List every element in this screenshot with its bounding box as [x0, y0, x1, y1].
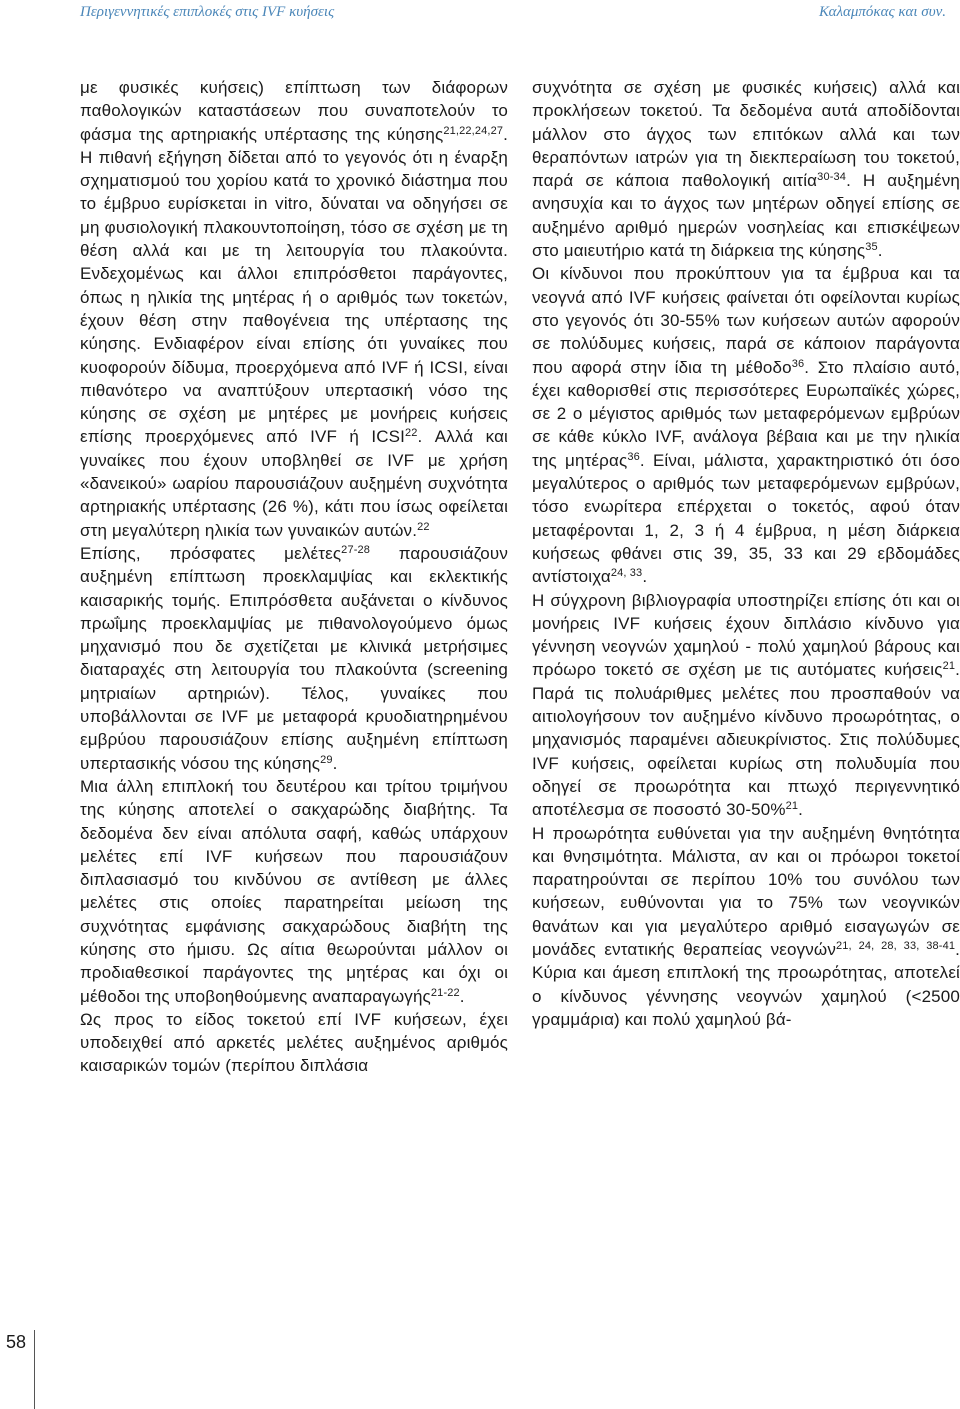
citation-superscript: 21-22	[430, 986, 460, 999]
paragraph	[80, 542, 508, 775]
running-title: Περιγεννητικές επιπλοκές στις IVF κυήσεις	[80, 4, 335, 20]
text-run: .	[798, 800, 804, 820]
citation-superscript: 21, 24, 28, 33, 38-41	[836, 939, 956, 952]
left-column	[80, 76, 508, 1078]
text-run: Η σύγχρονη βιβλιογραφία υποστηρίζει επίσης ότι και οι μονήρεις IVF κυήσεις έχουν διπλάσιο κίνδυνο για γέννηση νεογνών χαμηλού - πολύ χαμηλού βάρους και πρόωρο τοκετό σε σχέση με τις αυτόματες κυήσεις	[532, 590, 960, 680]
text-run: . Παρά τις πολυάριθμες μελέτες που προσπαθούν να αιτιολογήσουν τον αυξημένο κίνδυνο προωρότητας, ο μηχανισμός παραμένει αδιευκρίνιστος. Στις πολύδυμες IVF κυήσεις, οφείλεται κυρίως στη πολυδυμία που οδηγεί σε προωρότητα και πτωχό περιγεννητικό αποτέλεσμα σε ποσοστό 30-50%	[532, 660, 960, 820]
text-run: Ως προς το είδος τοκετού επί IVF κυήσεων, έχει υποδειχθεί από αρκετές μελέτες αυξημένος αριθμός καισαρικών τομών (περίπου διπλάσια	[80, 1009, 508, 1076]
citation-superscript: 29	[320, 753, 333, 766]
text-run: παρουσιάζουν αυξημένη επίπτωση προεκλαμψίας και εκλεκτικής καισαρικής τομής. Επιπρόσθετα αυξάνεται ο κίνδυνος πρωΐμης προεκλαμψίας με πιθανολογούμενο όμως μηχανισμό που δε σχετίζεται με κλινικά μετρήσιμες διαταραχές στη λειτουργία του πλακούντα (screening μητριαίων αρτηριών). Τέλος, γυναίκες που υποβάλλονται σε IVF με μεταφορά κρυοδιατηρημένου εμβρύου παρουσιάζουν επίσης αυξημένη επίπτωση υπερτασικής νόσου της κύησης	[80, 543, 508, 773]
paragraph	[532, 76, 960, 262]
text-run: συχνότητα σε σχέση με φυσικές κυήσεις) αλλά και προκλήσεων τοκετού. Τα δεδομένα αυτά αποδίδονται μάλλον στο άγχος των επιτόκων αλλά και των θεραπόντων ιατρών για τη διεκπεραίωση του τοκετού, παρά σε κάποια παθολογική αιτία	[532, 78, 960, 191]
page-number-rule	[34, 1330, 35, 1409]
text-run: .	[459, 986, 465, 1006]
text-run: Οι κίνδυνοι που προκύπτουν για τα έμβρυα και τα νεογνά από IVF κυήσεις φαίνεται ότι οφείλονται κυρίως στο γεγονός ότι 30-55% των κυήσεων αυτών αφορούν σε πολύδυμες κυήσεις, παρά σε κάποιον παράγοντα που αφορά στην ίδια τη μέθοδο	[532, 264, 960, 377]
paragraph	[80, 1008, 508, 1078]
running-header	[80, 4, 946, 28]
right-column	[532, 76, 960, 1031]
citation-superscript: 24, 33	[610, 567, 643, 580]
paragraph	[532, 262, 960, 588]
citation-superscript: 30-34	[817, 171, 847, 184]
citation-superscript: 36	[791, 357, 805, 370]
text-run: . Αλλά και γυναίκες που έχουν υποβληθεί σε IVF με χρήση «δανεικού» ωαρίου παρουσιάζουν αυξημένη συχνότητα αρτηριακής υπέρτασης (26 %), κάτι που ίσως οφείλεται στη μεγαλύτερη ηλικία των γυναικών αυτών.	[80, 427, 508, 540]
citation-superscript: 21	[942, 660, 956, 673]
citation-superscript: 36	[627, 450, 640, 463]
citation-superscript: 22	[417, 520, 430, 533]
text-run: Επίσης, πρόσφατες μελέτες	[80, 543, 342, 563]
citation-superscript: 21,22,24,27	[443, 124, 504, 137]
citation-superscript: 35	[865, 241, 878, 254]
page-number: 58	[5, 1332, 26, 1352]
text-run: . Κύρια και άμεση επιπλοκή της προωρότητας, αποτελεί ο κίνδυνος γέννησης νεογνών χαμηλού (<2500 γραμμάρια) και πολύ χαμηλού βά-	[532, 939, 960, 1029]
text-run: Μια άλλη επιπλοκή του δευτέρου και τρίτου τριμήνου της κύησης αποτελεί ο σακχαρώδης διαβήτης. Τα δεδομένα δεν είναι απόλυτα σαφή, καθώς υπάρχουν μελέτες επί IVF κυήσεων που παρουσιάζουν διπλασιασμό του κινδύνου σε αντίθεση με άλλες μελέτες στις οποίες παρατηρείται μείωση της συχνότητας εμφάνισης σακχαρώδους διαβήτη της κύησης στο ήμισυ. Ως αίτια θεωρούνται μάλλον οι προδιαθεσικοί παράγοντες της μητέρας και όχι οι μέθοδοι της υποβοηθούμενης αναπαραγωγής	[80, 776, 508, 1006]
text-run: Η προωρότητα ευθύνεται για την αυξημένη θνητότητα και θνησιμότητα. Μάλιστα, αν και οι πρόωροι τοκετοί παρατηρούνται σε περίπου 10% του συνόλου των κυήσεων, ευθύνονται για το 75% των νεογνικών θανάτων και για μεγαλύτερο αριθμό εισαγωγών σε μονάδες εντατικής θεραπείας νεογνών	[532, 823, 960, 959]
text-run: .	[877, 241, 883, 261]
running-authors: Καλαμπόκας και συν.	[819, 4, 946, 20]
text-run: . Η αυξημένη ανησυχία και το άγχος των μητέρων οδηγεί επίσης σε αυξημένο αριθμό ημερών νοσηλείας και επισκέψεων στο μαιευτήριο κατά τη διάρκεια της κύησης	[532, 171, 960, 261]
citation-superscript: 21	[785, 800, 799, 813]
text-run: . Είναι, μάλιστα, χαρακτηριστικό ότι όσο μεγαλύτερος ο αριθμός των μεταφερόμενων εμβρύων, τόσο ενωρίτερα επέρχεται ο τοκετός, αφού όταν μεταφέρονται 1, 2, 3 ή 4 έμβρυα, η μέση διάρκεια κυήσεως φθάνει στις 39, 35, 33 και 29 εβδομάδες αντίστοιχα	[532, 450, 960, 587]
text-run: . Η πιθανή εξήγηση δίδεται από το γεγονός ότι η έναρξη σχηματισμού του χορίου κατά το χρονικό διάστημα που το έμβρυο ευρίσκεται in vitro, δύναται να οδηγήσει σε μη φυσιολογική πλακουντοποίηση, τόσο σε σχέση με τη θέση αλλά και με τη λειτουργία του πλακούντα. Ενδεχομένως και άλλοι επιπρόσθετοι παράγοντες, όπως η ηλικία της μητέρας ή ο αριθμός των τοκετών, έχουν θέση στην παθογένεια της υπέρτασης της κύησης. Ενδιαφέρον είναι επίσης ότι γυναίκες που κυοφορούν δίδυμα, προερχόμενα από IVF ή ICSI, είναι πιθανότερο να αναπτύξουν υπερτασική νόσο της κύησης σε σχέση με μητέρες με μονήρεις κυήσεις επίσης προερχόμενες από IVF ή ICSI	[80, 124, 508, 447]
paragraph	[80, 775, 508, 1008]
text-run: .	[332, 753, 338, 773]
paragraph	[532, 589, 960, 822]
text-run: . Στο πλαίσιο αυτό, έχει καθορισθεί στις περισσότερες Ευρωπαϊκές χώρες, σε 2 ο μέγιστος αριθμός των μεταφερόμενων εμβρύων σε κάθε κύκλο IVF, ανάλογα βέβαια και με την ηλικία της μητέρας	[532, 357, 960, 470]
citation-superscript: 27-28	[341, 543, 371, 556]
paragraph	[532, 822, 960, 1032]
text-run: .	[642, 567, 648, 587]
text-run: με φυσικές κυήσεις) επίπτωση των διάφορων παθολογικών καταστάσεων που συναποτελούν το φάσμα της αρτηριακής υπέρτασης της κύησης	[80, 78, 508, 144]
citation-superscript: 22	[405, 427, 418, 440]
paragraph	[80, 76, 508, 542]
